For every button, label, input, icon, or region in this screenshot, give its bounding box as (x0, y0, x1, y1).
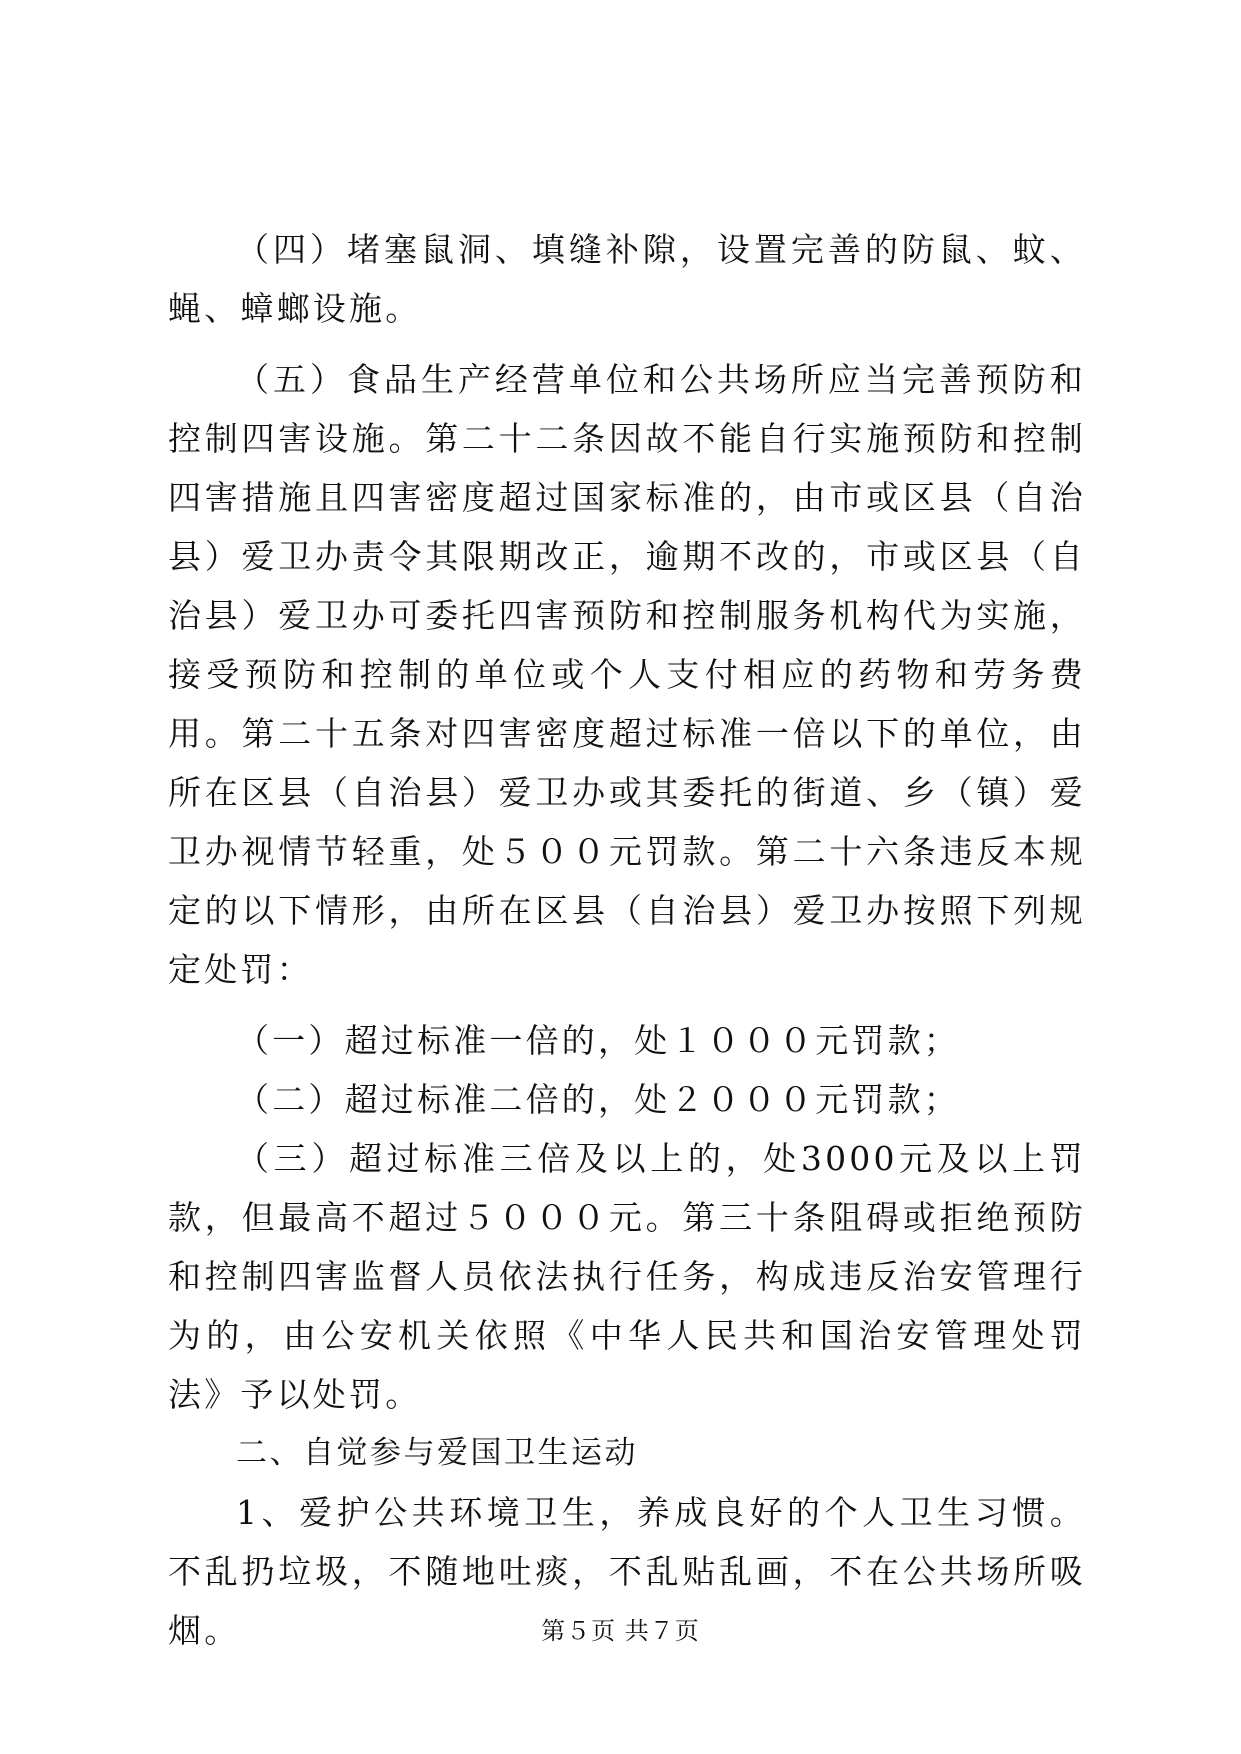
paragraph-penalty-1: （一）超过标准一倍的，处１０００元罚款； (236, 1021, 960, 1060)
paragraph-penalty-2: （二）超过标准二倍的，处２０００元罚款； (236, 1080, 960, 1119)
section-heading: 二、自觉参与爱国卫生运动 (236, 1435, 638, 1471)
paragraph-penalty-3: （三）超过标准三倍及以上的，处3000元及以上罚款，但最高不超过５０００元。第三十条阻碍或拒绝预防和控制四害监督人员依法执行任务，构成违反治安管理行为的，由公安机关依照《中华人民共和国治安管理处罚法》予以处罚。 (168, 1139, 1086, 1414)
paragraph-item-5: （五）食品生产经营单位和公共场所应当完善预防和控制四害设施。第二十二条因故不能自行实施预防和控制四害措施且四害密度超过国家标准的，由市或区县（自治县）爱卫办责令其限期改正，逾期不改的，市或区县（自治县）爱卫办可委托四害预防和控制服务机构代为实施，接受预防和控制的单位或个人支付相应的药物和劳务费用。第二十五条对四害密度超过标准一倍以下的单位，由所在区县（自治县）爱卫办或其委托的街道、乡（镇）爱卫办视情节轻重，处５００元罚款。第二十六条违反本规定的以下情形，由所在区县（自治县）爱卫办按照下列规定处罚： (168, 360, 1086, 989)
paragraph-item-4: （四）堵塞鼠洞、填缝补隙，设置完善的防鼠、蚊、蝇、蟑螂设施。 (168, 230, 1086, 328)
document-body (168, 220, 1086, 1660)
paragraph-section-item-1: 1、爱护公共环境卫生，养成良好的个人卫生习惯。不乱扔垃圾，不随地吐痰，不乱贴乱画，不在公共场所吸烟。 (168, 1493, 1086, 1650)
page-footer: 第５页 共７页 (541, 1617, 700, 1645)
